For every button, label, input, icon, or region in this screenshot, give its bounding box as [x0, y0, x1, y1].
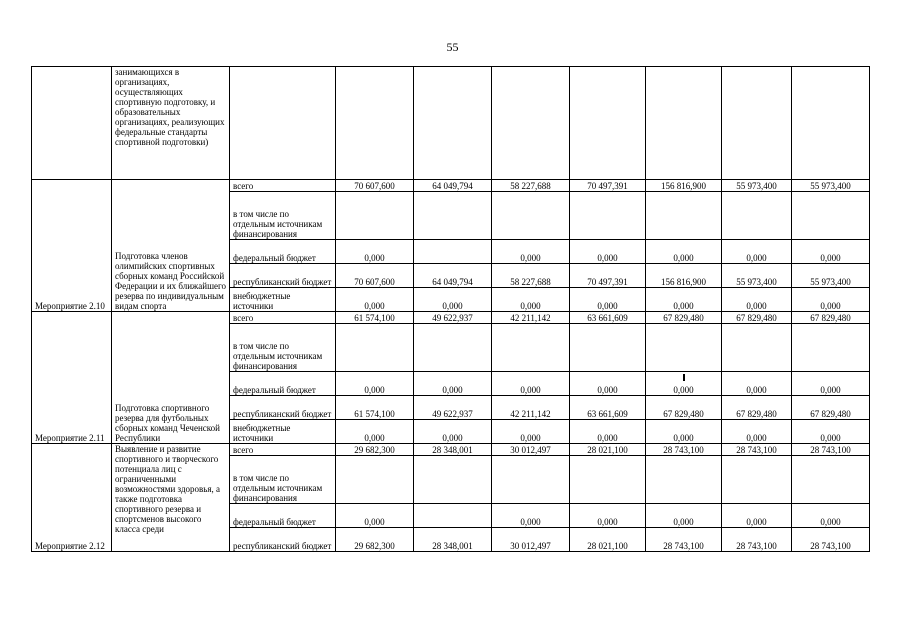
value-cell: 0,000 — [792, 240, 870, 264]
funding-source: республиканский бюджет — [230, 264, 336, 288]
value-cell: 156 816,900 — [646, 264, 722, 288]
funding-source: всего — [230, 444, 336, 456]
value-cell: 0,000 — [492, 288, 570, 312]
value-cell: 0,000 — [722, 240, 792, 264]
value-cell — [792, 67, 870, 180]
value-cell: 0,000 — [792, 420, 870, 444]
value-cell: 28 348,001 — [414, 444, 492, 456]
value-cell: 0,000 — [722, 420, 792, 444]
value-cell: 0,000 — [722, 288, 792, 312]
value-cell — [792, 324, 870, 372]
table-body — [32, 67, 870, 552]
funding-source: в том числе по отдельным источникам финансирования — [230, 456, 336, 504]
value-cell: 55 973,400 — [792, 264, 870, 288]
table-row — [32, 444, 870, 456]
event-description: Подготовка спортивного резерва для футбольных сборных команд Чеченской Республики — [112, 312, 230, 444]
funding-source: всего — [230, 180, 336, 192]
value-cell: 28 021,100 — [570, 528, 646, 552]
value-cell: 61 574,100 — [336, 312, 414, 324]
value-cell: 28 743,100 — [722, 528, 792, 552]
value-cell: 63 661,609 — [570, 312, 646, 324]
value-cell: 0,000 — [492, 420, 570, 444]
value-cell: 55 973,400 — [792, 180, 870, 192]
page-number: 55 — [446, 40, 459, 54]
event-description: Подготовка членов олимпийских спортивных сборных команд Российской Федерации и их ближайшего резерва по индивидуальным видам спорта — [112, 180, 230, 312]
value-cell — [722, 67, 792, 180]
value-cell: 49 622,937 — [414, 312, 492, 324]
value-cell: 0,000 — [414, 420, 492, 444]
funding-source: федеральный бюджет — [230, 504, 336, 528]
table-row — [32, 312, 870, 324]
value-cell: 0,000 — [336, 504, 414, 528]
funding-source: внебюджетные источники — [230, 288, 336, 312]
value-cell — [646, 324, 722, 372]
funding-source: федеральный бюджет — [230, 240, 336, 264]
value-cell — [414, 192, 492, 240]
value-cell — [492, 192, 570, 240]
value-cell: 28 743,100 — [722, 444, 792, 456]
value-cell: 61 574,100 — [336, 396, 414, 420]
event-label: Мероприятие 2.10 — [32, 180, 112, 312]
value-cell: 0,000 — [570, 240, 646, 264]
value-cell: 42 211,142 — [492, 312, 570, 324]
value-cell — [492, 67, 570, 180]
value-cell: 0,000 — [792, 504, 870, 528]
event-description: Выявление и развитие спортивного и творческого потенциала лиц с ограниченными возможностями здоровья, а также подготовка спортивного резерва и спортсменов высокого класса среди — [112, 444, 230, 552]
value-cell: 42 211,142 — [492, 396, 570, 420]
event-label: Мероприятие 2.11 — [32, 312, 112, 444]
value-cell: 55 973,400 — [722, 180, 792, 192]
value-cell: 49 622,937 — [414, 396, 492, 420]
value-cell — [492, 324, 570, 372]
source-cell — [230, 67, 336, 180]
value-cell: 67 829,480 — [646, 312, 722, 324]
value-cell: 58 227,688 — [492, 180, 570, 192]
value-cell: 63 661,609 — [570, 396, 646, 420]
value-cell: 0,000 — [336, 420, 414, 444]
funding-source: федеральный бюджет — [230, 372, 336, 396]
value-cell: 28 743,100 — [792, 528, 870, 552]
funding-source: в том числе по отдельным источникам финансирования — [230, 192, 336, 240]
value-cell: 0,000 — [722, 372, 792, 396]
value-cell: 28 348,001 — [414, 528, 492, 552]
value-cell: 0,000 — [646, 504, 722, 528]
funding-source: республиканский бюджет — [230, 396, 336, 420]
value-cell: 29 682,300 — [336, 444, 414, 456]
value-cell: 70 607,600 — [336, 264, 414, 288]
table-row — [32, 67, 870, 180]
value-cell: 67 829,480 — [722, 312, 792, 324]
value-cell: 67 829,480 — [792, 396, 870, 420]
value-cell: 156 816,900 — [646, 180, 722, 192]
value-cell: 0,000 — [646, 288, 722, 312]
value-cell — [570, 324, 646, 372]
value-cell: 0,000 — [414, 372, 492, 396]
value-cell — [792, 456, 870, 504]
value-cell — [414, 324, 492, 372]
value-cell: 0,000 — [722, 504, 792, 528]
value-cell: 0,000 — [336, 372, 414, 396]
value-cell — [722, 192, 792, 240]
value-cell: 0,000 — [570, 372, 646, 396]
value-cell: 64 049,794 — [414, 264, 492, 288]
value-cell: 70 607,600 — [336, 180, 414, 192]
funding-source: внебюджетные источники — [230, 420, 336, 444]
value-cell: 0,000 — [792, 288, 870, 312]
value-cell — [570, 456, 646, 504]
value-cell: 55 973,400 — [722, 264, 792, 288]
value-cell — [570, 67, 646, 180]
value-cell: 0,000 — [792, 372, 870, 396]
value-cell — [570, 192, 646, 240]
value-cell — [414, 67, 492, 180]
value-cell — [414, 504, 492, 528]
value-cell: 0,000 — [492, 372, 570, 396]
value-cell: 70 497,391 — [570, 180, 646, 192]
value-cell — [414, 456, 492, 504]
value-cell: 0,000 — [570, 288, 646, 312]
value-cell: 0,000 — [570, 504, 646, 528]
value-cell: 28 021,100 — [570, 444, 646, 456]
value-cell: 0,000 — [646, 420, 722, 444]
value-cell — [722, 324, 792, 372]
value-cell — [646, 192, 722, 240]
value-cell: 28 743,100 — [646, 444, 722, 456]
value-cell: 70 497,391 — [570, 264, 646, 288]
stray-mark — [683, 374, 685, 381]
value-cell: 67 829,480 — [646, 396, 722, 420]
value-cell — [414, 240, 492, 264]
funding-source: всего — [230, 312, 336, 324]
value-cell: 0,000 — [492, 240, 570, 264]
value-cell: 0,000 — [646, 372, 722, 396]
value-cell: 0,000 — [414, 288, 492, 312]
value-cell: 58 227,688 — [492, 264, 570, 288]
value-cell — [492, 456, 570, 504]
value-cell — [336, 456, 414, 504]
value-cell — [336, 67, 414, 180]
value-cell — [722, 456, 792, 504]
value-cell — [646, 456, 722, 504]
value-cell: 67 829,480 — [792, 312, 870, 324]
intro-description: занимающихся в организациях, осуществляющих спортивную подготовку, и образовательных организациях, реализующих федеральные стандарты спортивной подготовки) — [112, 67, 230, 180]
value-cell — [646, 67, 722, 180]
value-cell: 29 682,300 — [336, 528, 414, 552]
value-cell: 0,000 — [336, 240, 414, 264]
value-cell: 30 012,497 — [492, 444, 570, 456]
funding-source: республиканский бюджет — [230, 528, 336, 552]
budget-table — [31, 66, 870, 552]
table-row — [32, 180, 870, 192]
value-cell: 67 829,480 — [722, 396, 792, 420]
value-cell: 0,000 — [646, 240, 722, 264]
value-cell — [336, 192, 414, 240]
event-label-cell — [32, 67, 112, 180]
funding-source: в том числе по отдельным источникам финансирования — [230, 324, 336, 372]
value-cell: 0,000 — [336, 288, 414, 312]
value-cell: 0,000 — [570, 420, 646, 444]
value-cell: 30 012,497 — [492, 528, 570, 552]
value-cell: 0,000 — [492, 504, 570, 528]
value-cell: 28 743,100 — [792, 444, 870, 456]
value-cell — [336, 324, 414, 372]
value-cell: 64 049,794 — [414, 180, 492, 192]
event-label: Мероприятие 2.12 — [32, 444, 112, 552]
value-cell: 28 743,100 — [646, 528, 722, 552]
value-cell — [792, 192, 870, 240]
